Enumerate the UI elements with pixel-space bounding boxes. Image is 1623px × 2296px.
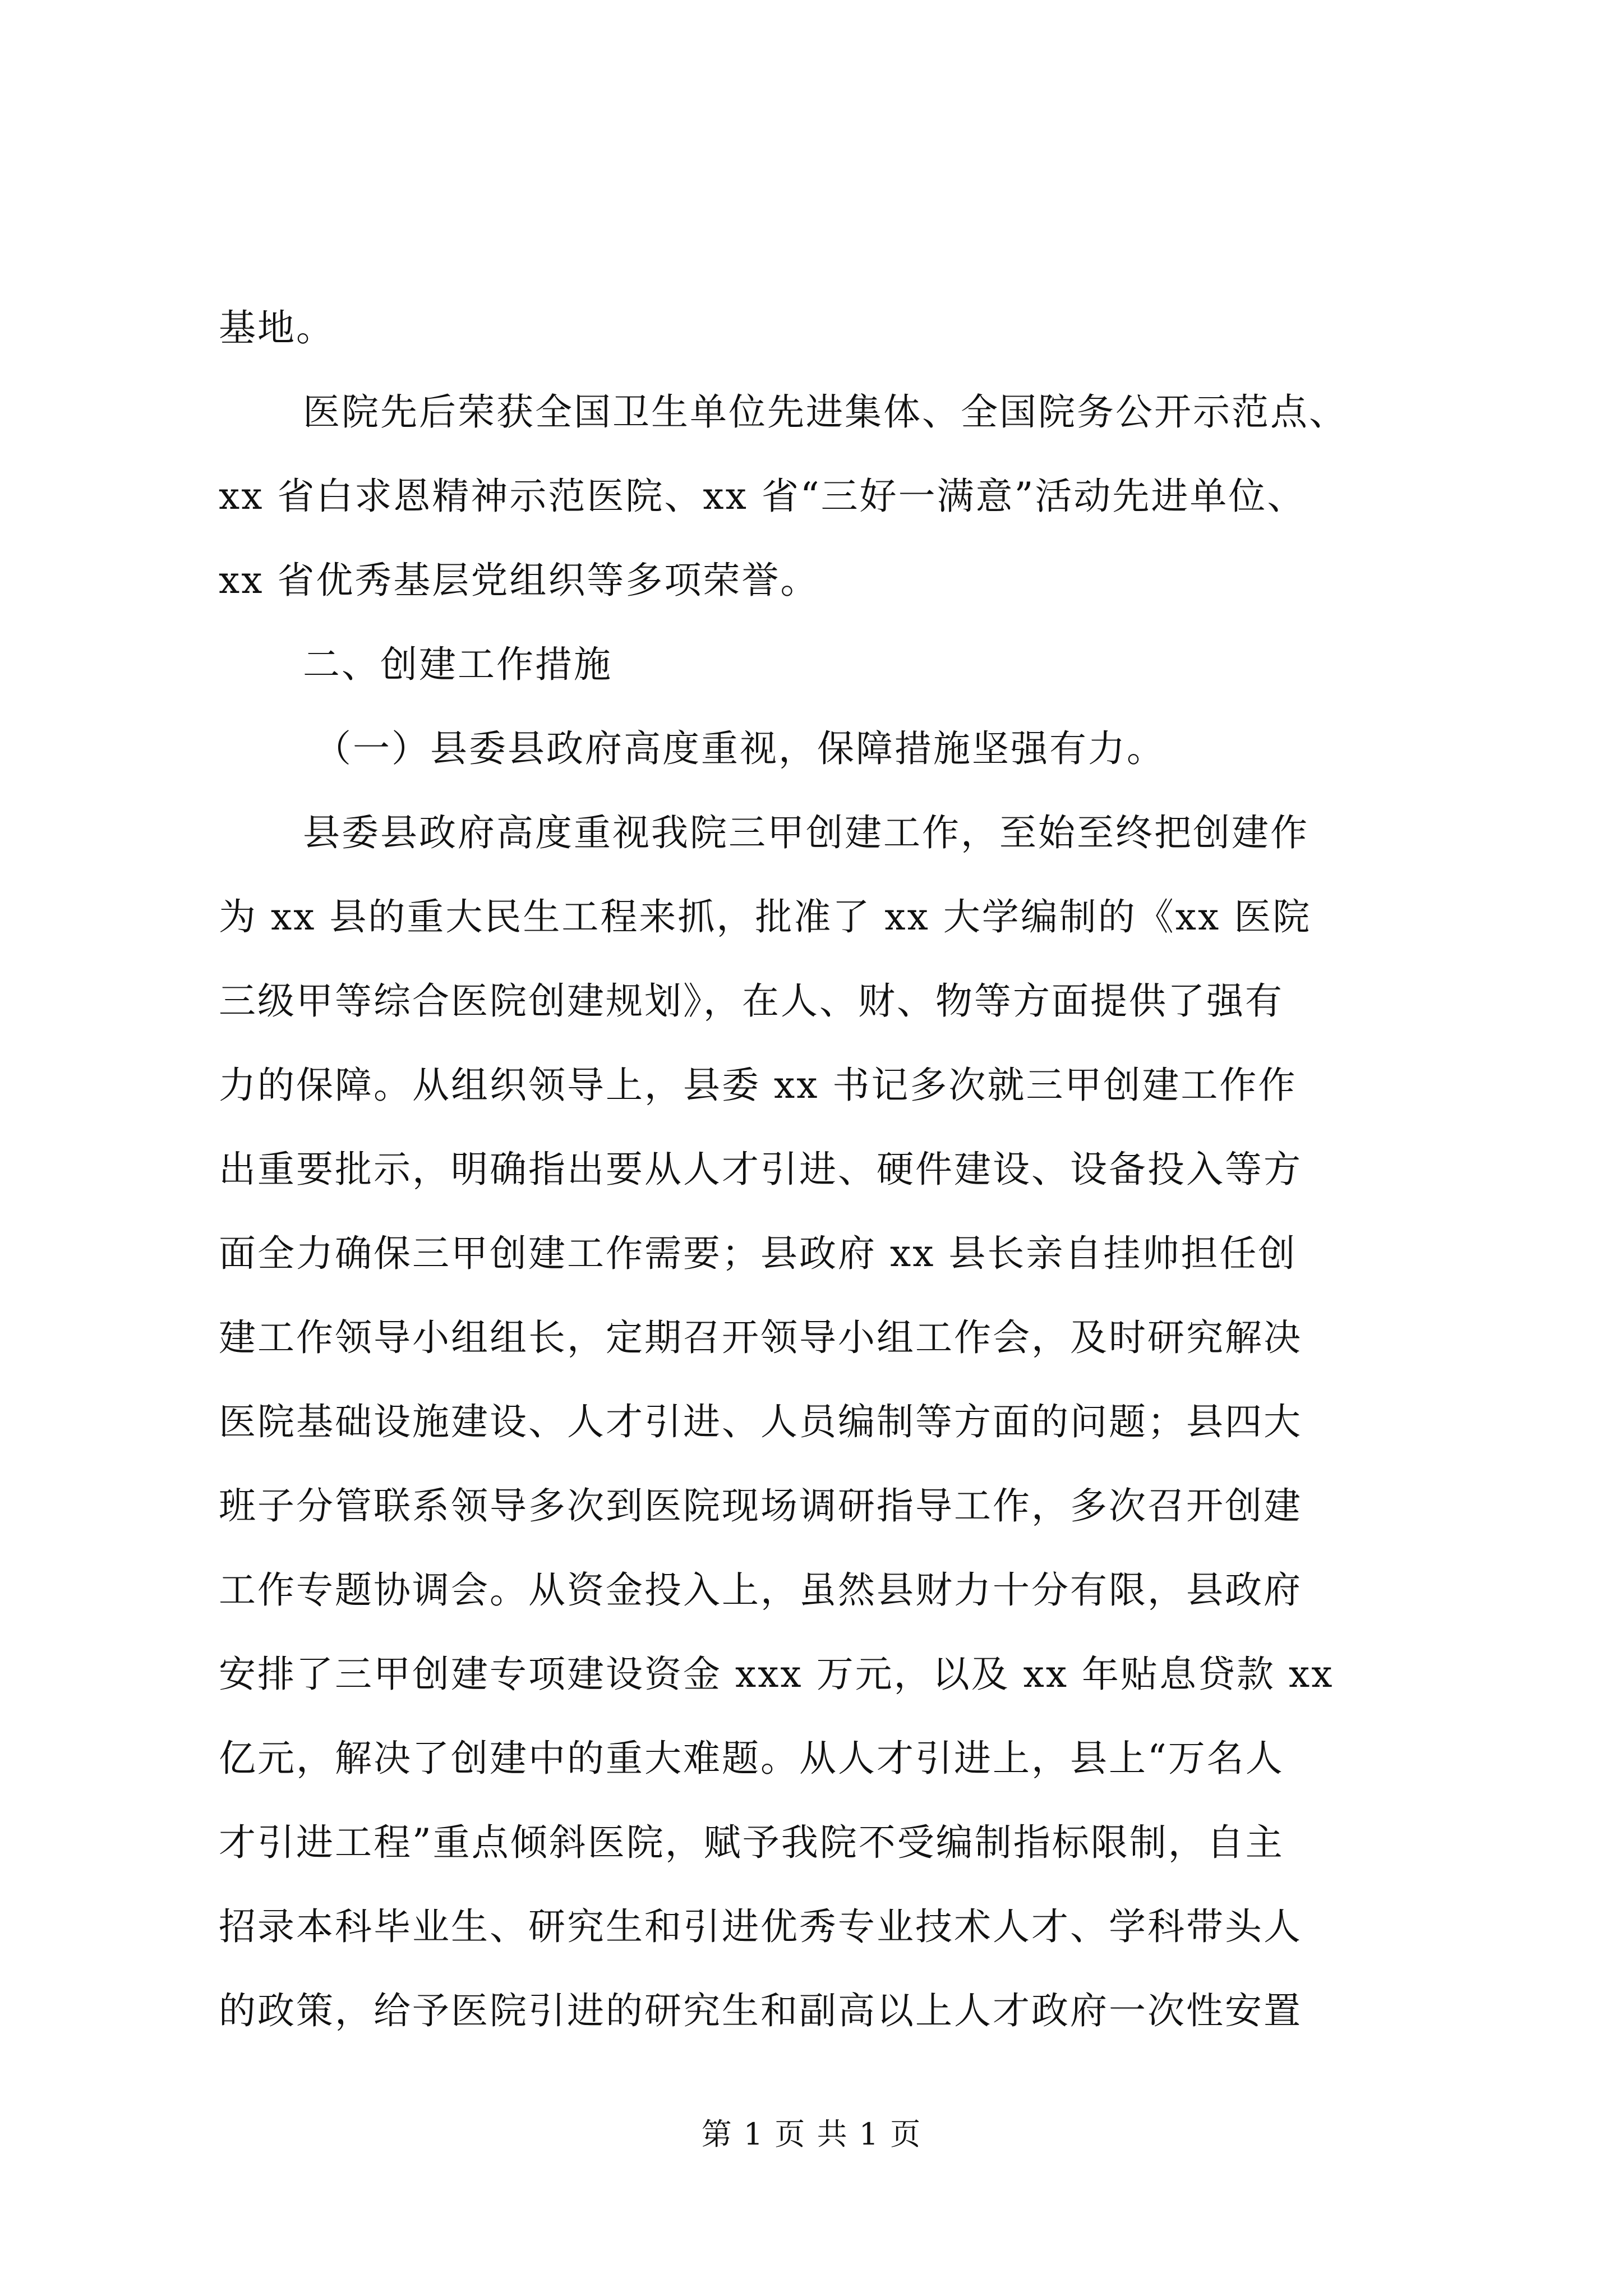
paragraph-body-line-5: 出重要批示，明确指出要从人才引进、硬件建设、设备投入等方 xyxy=(219,1148,1302,1191)
paragraph-honors-line-3: xx 省优秀基层党组织等多项荣誉。 xyxy=(219,559,819,602)
paragraph-body-line-10: 工作专题协调会。从资金投入上，虽然县财力十分有限，县政府 xyxy=(219,1568,1302,1612)
paragraph-body-line-7: 建工作领导小组组长，定期召开领导小组工作会，及时研究解决 xyxy=(219,1316,1302,1359)
paragraph-body-line-2: 为 xx 县的重大民生工程来抓，批准了 xx 大学编制的《xx 医院 xyxy=(219,895,1312,938)
page-footer: 第 1 页 共 1 页 xyxy=(701,2116,922,2152)
paragraph-body-line-15: 的政策，给予医院引进的研究生和副高以上人才政府一次性安置 xyxy=(219,1989,1302,2032)
paragraph-body-line-4: 力的保障。从组织领导上，县委 xx 书记多次就三甲创建工作作 xyxy=(219,1064,1297,1107)
subsection-heading: （一）县委县政府高度重视，保障措施坚强有力。 xyxy=(314,727,1165,770)
paragraph-body-line-12: 亿元，解决了创建中的重大难题。从人才引进上，县上“万名人 xyxy=(219,1737,1284,1780)
paragraph-body-line-11: 安排了三甲创建专项建设资金 xxx 万元，以及 xx 年贴息贷款 xx xyxy=(219,1653,1334,1696)
section-heading: 二、创建工作措施 xyxy=(303,643,612,686)
paragraph-body-line-6: 面全力确保三甲创建工作需要；县政府 xx 县长亲自挂帅担任创 xyxy=(219,1232,1297,1275)
paragraph-honors-line-2: xx 省白求恩精神示范医院、xx 省“三好一满意”活动先进单位、 xyxy=(219,475,1306,518)
paragraph-body-line-9: 班子分管联系领导多次到医院现场调研指导工作，多次召开创建 xyxy=(219,1484,1302,1527)
paragraph-body-line-14: 招录本科毕业生、研究生和引进优秀专业技术人才、学科带头人 xyxy=(219,1905,1302,1948)
paragraph-body-line-13: 才引进工程”重点倾斜医院，赋予我院不受编制指标限制，自主 xyxy=(219,1821,1284,1864)
paragraph-body-line-1: 县委县政府高度重视我院三甲创建工作，至始至终把创建作 xyxy=(303,811,1309,854)
paragraph-body-line-3: 三级甲等综合医院创建规划》，在人、财、物等方面提供了强有 xyxy=(219,979,1284,1023)
text-line-continuation: 基地。 xyxy=(219,306,335,349)
paragraph-honors-line-1: 医院先后荣获全国卫生单位先进集体、全国院务公开示范点、 xyxy=(303,390,1348,434)
paragraph-body-line-8: 医院基础设施建设、人才引进、人员编制等方面的问题；县四大 xyxy=(219,1400,1302,1443)
